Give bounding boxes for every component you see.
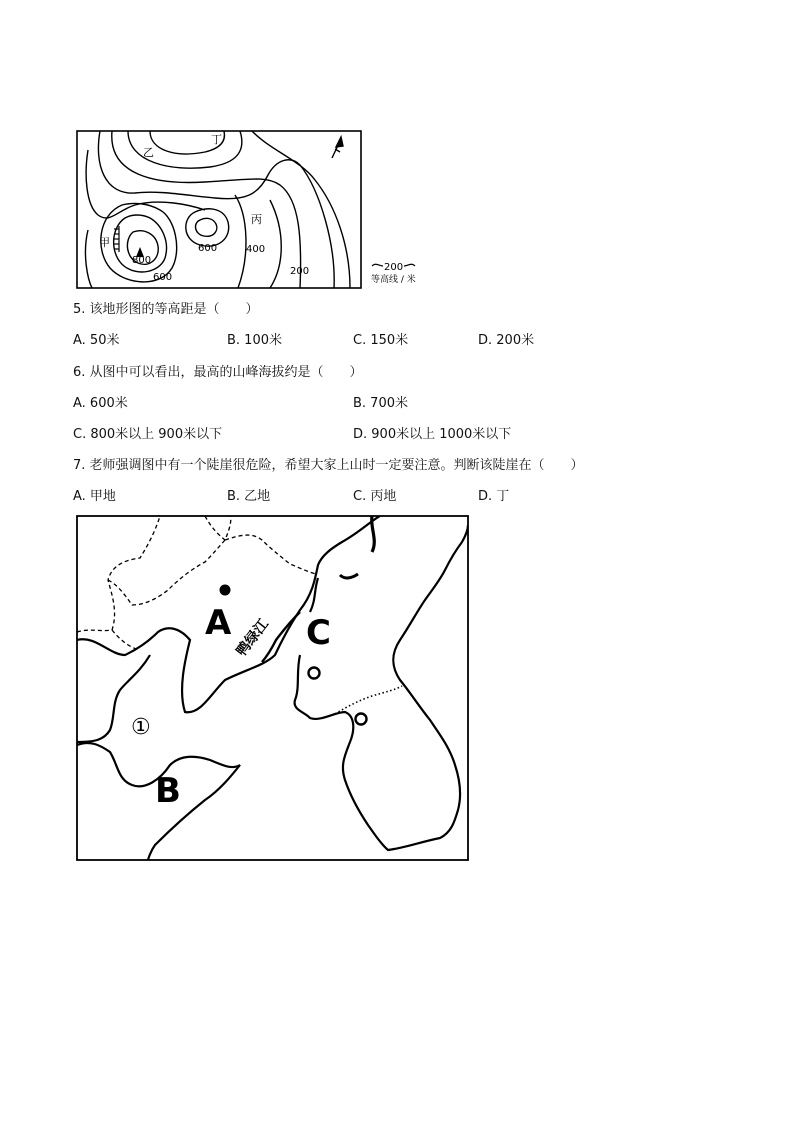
contour-map-frame bbox=[77, 131, 361, 288]
legend-sample: 200 bbox=[384, 262, 404, 273]
q6-option-d[interactable]: D. 900米以上 1000米以下 bbox=[353, 427, 512, 442]
point-a-dot bbox=[220, 585, 231, 596]
label-a: A bbox=[205, 603, 232, 643]
label-400: 400 bbox=[246, 244, 266, 255]
label-bing: 丙 bbox=[251, 213, 262, 226]
q5-option-c[interactable]: C. 150米 bbox=[353, 333, 409, 348]
dotted-boundary bbox=[335, 686, 402, 714]
coastline-korea bbox=[295, 525, 468, 850]
q5-option-d[interactable]: D. 200米 bbox=[478, 333, 535, 348]
q5-option-b[interactable]: B. 100米 bbox=[227, 333, 282, 348]
label-ding: 丁 bbox=[211, 133, 222, 146]
q6-option-b[interactable]: B. 700米 bbox=[353, 396, 408, 411]
label-800: 800 bbox=[132, 255, 152, 266]
q7-option-d[interactable]: D. 丁 bbox=[478, 489, 510, 504]
q7-option-a[interactable]: A. 甲地 bbox=[73, 489, 116, 504]
q5-option-a[interactable]: A. 50米 bbox=[73, 333, 120, 348]
city-circle-north bbox=[309, 668, 320, 679]
contour-map bbox=[0, 0, 794, 300]
label-200: 200 bbox=[290, 266, 310, 277]
label-600-lower: 600 bbox=[153, 272, 173, 283]
label-circle-one: ① bbox=[131, 715, 151, 740]
dashed-borders bbox=[77, 516, 316, 650]
q6-option-a[interactable]: A. 600米 bbox=[73, 396, 128, 411]
legend-caption: 等高线 / 米 bbox=[371, 275, 416, 285]
question-6-stem: 6. 从图中可以看出，最高的山峰海拔约是（ ） bbox=[73, 365, 363, 380]
question-7-stem: 7. 老师强调图中有一个陡崖很危险，希望大家上山时一定要注意。判断该陡崖在（ ） bbox=[73, 458, 584, 473]
region-map bbox=[0, 505, 794, 875]
label-b: B bbox=[155, 771, 181, 811]
label-c: C bbox=[306, 613, 331, 653]
q7-option-c[interactable]: C. 丙地 bbox=[353, 489, 397, 504]
label-yalu-river: 鸭绿江 bbox=[233, 616, 273, 660]
label-yi: 乙 bbox=[143, 146, 154, 159]
label-600-inner: 600 bbox=[198, 243, 218, 254]
q7-option-b[interactable]: B. 乙地 bbox=[227, 489, 271, 504]
question-5-stem: 5. 该地形图的等高距是（ ） bbox=[73, 302, 259, 317]
city-circle-south bbox=[356, 714, 367, 725]
q6-option-c[interactable]: C. 800米以上 900米以下 bbox=[73, 427, 223, 442]
region-map-frame bbox=[77, 516, 468, 860]
yalu-river bbox=[262, 612, 300, 662]
label-jia: 甲 bbox=[99, 236, 110, 249]
contour-legend bbox=[371, 262, 416, 285]
